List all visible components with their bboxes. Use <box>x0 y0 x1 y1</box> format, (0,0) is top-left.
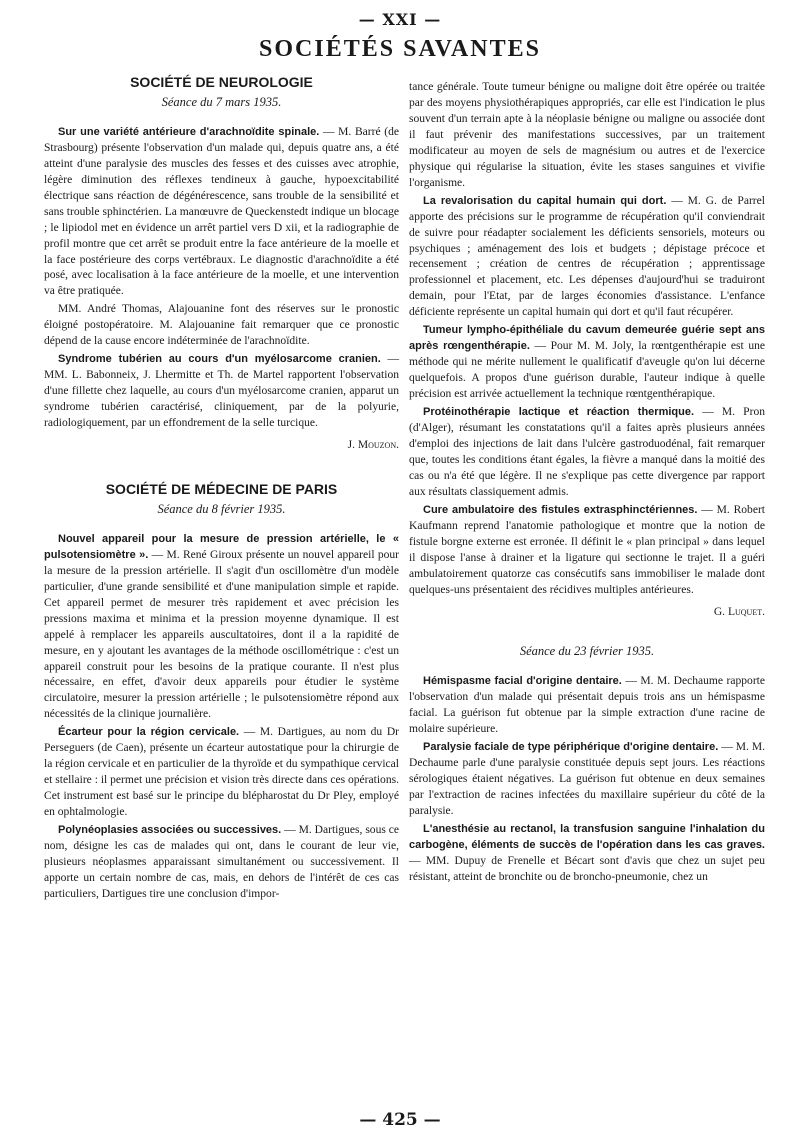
entry-text: — M. Barré (de Strasbourg) présente l'observation d'un malade qui, depuis quatre ans, a été atteint d'une paralysie des muscles des fesses et des cuisses avec atrophie, légère diminution des réflexes tendineux à gauche, hypoexcitabilité électrique sans réaction de dégénérescence, sans trouble de la sensibilité et sans trouble sphinctérien. La manœuvre de Queckenstedt indique un blocage ; le lipiodol met en évidence un arrêt partiel vers D xii, et la radiographie de profil montre que cet arrêt se produit entre la face antérieure de la moelle et la face postérieure des corps vertébraux. Le diagnostic d'arachnoïdite a été posé, avec localisation à la face antérieure de la moelle, et une intervention va être pratiquée. <box>44 125 399 298</box>
entry-anesthesie-rectanol <box>409 822 765 886</box>
society-title-neurologie: SOCIÉTÉ DE NEUROLOGIE <box>130 74 313 90</box>
entry-hemispasme <box>409 674 765 738</box>
session-date-neuro: Séance du 7 mars 1935. <box>161 94 282 109</box>
entry-title: Paralysie faciale de type périphérique d'origine dentaire. <box>423 741 719 754</box>
entry-title: L'anesthésie au rectanol, la transfusion sanguine l'inhalation du carbogène, éléments de succès de l'opération dans les cas graves. <box>409 822 765 851</box>
entry-title: Polynéoplasies associées ou successives. <box>58 824 282 837</box>
page-roman-numeral: — XXI — <box>358 10 442 29</box>
entry-title: Syndrome tubérien au cours d'un myélosarcome cranien. <box>58 353 381 366</box>
page-number: — 425 — <box>359 1110 441 1130</box>
signature-mouzon: J. Mouzon. <box>347 439 399 452</box>
entry-text: — MM. Dupuy de Frenelle et Bécart sont d'avis que chez un sujet peu résistant, atteint de bronchite ou de broncho-pneumonie, chez un <box>409 854 765 883</box>
entry-title: Hémispasme facial d'origine dentaire. <box>423 675 622 688</box>
entry-text: — M. G. de Parrel apporte des précisions sur le programme de récupération qu'il conviendrait de suivre pour réadapter socialement les déficients sensoriels, moteurs ou psychiques ; aménagement des lois et budgets ; dépistage précoce et recensement ; création de centres de récupération ; apprentissage professionnel et placement, etc. Les dépenses d'aujourd'hui se traduiront demain, pour l'Etat, par de larges économies d'assistance. L'enfance déficiente représente un capital humain qui dort et qu'il faut récupérer. <box>409 194 765 319</box>
page-title: SOCIÉTÉS SAVANTES <box>259 36 541 62</box>
entry-text: — M. M. Dechaume parle d'une paralysie constituée depuis sept jours. Les réactions sérologiques étaient négatives. La guérison fut obtenue en deux semaines par l'extraction de racines infectées du maxillaire supérieur du côté de la paralysie. <box>409 741 765 818</box>
entry-title: Nouvel appareil pour la mesure de pression artérielle, le « pulsotensiomètre ». <box>44 532 399 561</box>
entry-ecarteur <box>44 725 399 821</box>
entry-tumeur-cavum <box>409 323 765 403</box>
continued-text: tance générale. Toute tumeur bénigne ou maligne doit être opérée ou traitée par des moyens physiothérapiques appropriés, car elle est l'indication le plus souvent d'un terrain apte à la néoplasie bénigne ou maligne ou associée dont il faut prévenir des manifestations successives, par un traitement modificateur au moyen de sels de magnésium ou autres et de l'exercice physique qui régularise la situation, évite les stases sanguines et vivifie l'organisme. <box>409 81 765 189</box>
entry-pulsotensiometre <box>44 532 399 723</box>
entry-text: — M. Dartigues, au nom du Dr Perseguers (de Caen), présente un écarteur autostatique pour la chirurgie de la région cervicale et en particulier de la thyroïde et du sympathique cervical et stellaire : il permet une précision et vision très directe dans ces opérations. Cet instrument est basé sur le principe du blépharostat du Dr Pley, employé en ophtalmologie. <box>44 726 399 819</box>
entry-text: — M. Robert Kaufmann reprend l'anatomie pathologique et montre que la notion de fistule borgne externe est erronée. Il définit le « plan principal » dans lequel il dispose l'anse à drainer et la ligature qui sectionne le trajet. Il a guéri ambulatoirement quatorze cas consécutifs sans immobiliser le malade dont quelques-uns présentaient des récidives multiples antérieures. <box>409 503 765 596</box>
session-date-med: Séance du 8 février 1935. <box>157 501 286 516</box>
entry-title: Tumeur lympho-épithéliale du cavum demeurée guérie sept ans après rœngenthérapie. <box>409 324 765 353</box>
signature-luquet: G. Luquet. <box>713 605 765 618</box>
entry-title: Cure ambulatoire des fistules extrasphinctériennes. <box>423 503 698 516</box>
left-column <box>44 75 399 905</box>
entry-text: — Pour M. M. Joly, la rœntgenthérapie est une méthode qui ne mérite nullement le qualificatif d'aveugle qu'on lui décerne quelquefois. A propos d'une guérison durable, l'auteur indique à quelle précision est arrivée actuellement la technique rœntgenthérapique. <box>409 340 765 401</box>
society-title-medecine: SOCIÉTÉ DE MÉDECINE DE PARIS <box>105 480 338 497</box>
entry-text: — M. Pron (d'Alger), résumant les constatations qu'il a faites après plusieurs années d'emploi des injections de lait dans l'ulcère gastroduodénal, fait remarquer que, toutes les conditions étant égales, la fièvre a manqué dans la moitié des cas ou n'a été que légère. Il ne s'explique pas cette divergence par rapport aux résultats classiquement admis. <box>409 406 765 498</box>
entry-text: — M. M. Dechaume rapporte l'observation d'un malade qui présentait depuis trois ans un hémispasme facial. La guérison fut obtenue par la simple extraction d'une racine de molaire supérieure. <box>409 675 765 736</box>
entry-title: Protéinothérapie lactique et réaction thermique. <box>423 406 695 419</box>
session-date-feb23: Séance du 23 février 1935. <box>519 644 655 659</box>
entry-text: — M. René Giroux présente un nouvel appareil pour la mesure de la pression artérielle. Il s'agit d'un oscillomètre d'un modèle particulier, d'une grande sensibilité et d'une manipulation simple et rapide. Cet appareil permet de mesurer très rapidement et avec précision les pressions maxima et minima et la pression moyenne dynamique. Il est appelé à remplacer les appareils auscultatoires, dont il a la rapidité de mesure, en y ajoutant les avantages de la méthode oscillométrique : c'est un appareil construit pour les besoins de la pratique courante. Il n'est plus nécessaire, en effet, d'avoir deux appareils pour étudier le système circulatoire, mesurer la pression artérielle ; le pulsotensiomètre répond aux nécessités de la clinique journalière. <box>44 548 399 721</box>
entry-proteinotherapie <box>409 405 765 501</box>
entry-arachnoidite <box>44 125 399 300</box>
entry-text: — MM. L. Babonneix, J. Lhermitte et Th. de Martel rapportent l'observation d'une fillette chez laquelle, au cours d'un myélosarcome cranien, apparut un syndrome tubérien caractérisé, cliniquement, par de la polyurie, radiologiquement, par un effondrement de la selle turcique. <box>44 353 399 430</box>
entry-capital-humain <box>409 194 765 322</box>
entry-polyneoplasies <box>44 823 399 903</box>
entry-text: — M. Dartigues, sous ce nom, désigne les cas de malades qui ont, dans le courant de leur vie, plusieurs néoplasmes apparaissant simultanément ou successivement. Il apporte un certain nombre de cas, mais, en dehors de l'intérêt de ces cas particuliers, Dartigues tire une conclusion d'impor- <box>44 824 399 900</box>
entry-title: Écarteur pour la région cervicale. <box>58 726 240 739</box>
entry-myelosarcome <box>44 352 399 432</box>
entry-fistules <box>409 503 765 599</box>
entry-followup: MM. André Thomas, Alajouanine font des réserves sur le pronostic éloigné postopératoire. M. Alajouanine fait remarquer que ce pronostic dépend de la cause encore indéterminée de l'arachnoïdite. <box>44 303 399 348</box>
entry-title: La revalorisation du capital humain qui dort. <box>423 194 667 207</box>
entry-paralysie-faciale <box>409 740 765 820</box>
right-column <box>409 80 765 888</box>
entry-title: Sur une variété antérieure d'arachnoïdite spinale. <box>58 125 320 138</box>
